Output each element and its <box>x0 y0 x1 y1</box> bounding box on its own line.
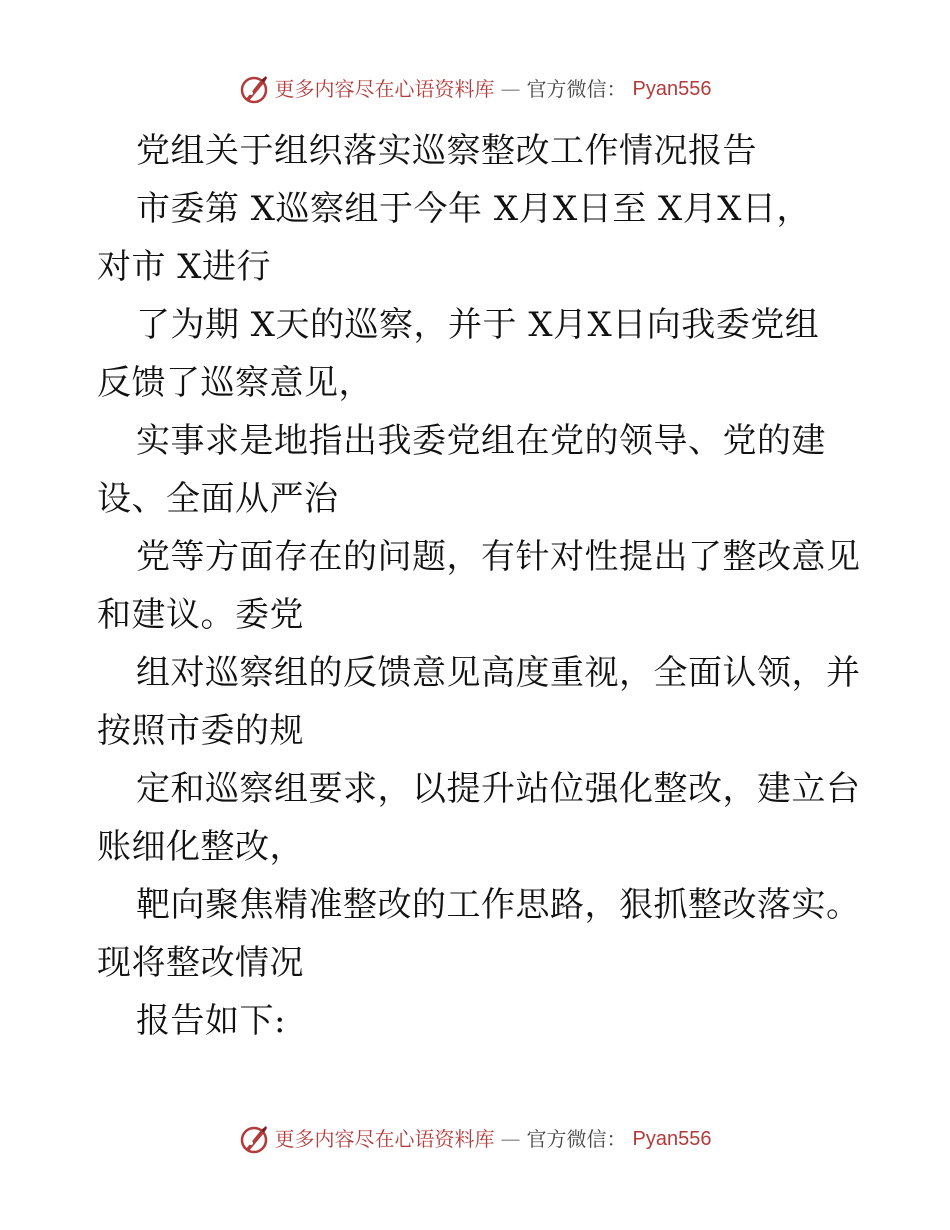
banner-separator: — <box>500 77 521 101</box>
document-body <box>97 122 861 1050</box>
paragraph-line: 实事求是地指出我委党组在党的领导、党的建 <box>136 421 826 461</box>
paragraph-line: 定和巡察组要求，以提升站位强化整改，建立台 <box>136 769 861 809</box>
banner-wechat-label: 官方微信： <box>526 1127 627 1151</box>
paragraph-line: 现将整改情况 <box>97 943 304 983</box>
paragraph-line: 按照市委的规 <box>97 711 304 751</box>
paragraph-line: 和建议。委党 <box>97 595 304 635</box>
footer-banner <box>0 1124 950 1154</box>
banner-wechat-id: Pyan556 <box>632 78 712 100</box>
paragraph-line: 账细化整改， <box>97 827 304 867</box>
paragraph-line: 了为期 X天的巡察，并于 X月X日向我委党组 <box>136 305 820 345</box>
paragraph-line: 对市 X进行 <box>97 247 272 287</box>
paragraph-line: 反馈了巡察意见， <box>97 363 373 403</box>
header-banner <box>0 74 950 104</box>
banner-wechat-id: Pyan556 <box>632 1128 712 1150</box>
banner-wechat-label: 官方微信： <box>526 77 627 101</box>
banner-brand-text: 更多内容尽在心语资料库 <box>274 77 495 101</box>
banner-brand-text: 更多内容尽在心语资料库 <box>274 1127 495 1151</box>
quill-pen-logo-icon <box>239 74 269 104</box>
banner-separator: — <box>500 1127 521 1151</box>
quill-pen-logo-icon <box>239 1124 269 1154</box>
paragraph-line: 市委第 X巡察组于今年 X月X日至 X月X日， <box>136 189 811 229</box>
document-title: 党组关于组织落实巡察整改工作情况报告 <box>136 131 757 171</box>
paragraph-line: 设、全面从严治 <box>97 479 339 519</box>
paragraph-line: 党等方面存在的问题，有针对性提出了整改意见 <box>136 537 861 577</box>
paragraph-line: 靶向聚焦精准整改的工作思路，狠抓整改落实。 <box>136 885 861 925</box>
paragraph-line: 报告如下: <box>136 1001 286 1041</box>
paragraph-line: 组对巡察组的反馈意见高度重视，全面认领，并 <box>136 653 861 693</box>
